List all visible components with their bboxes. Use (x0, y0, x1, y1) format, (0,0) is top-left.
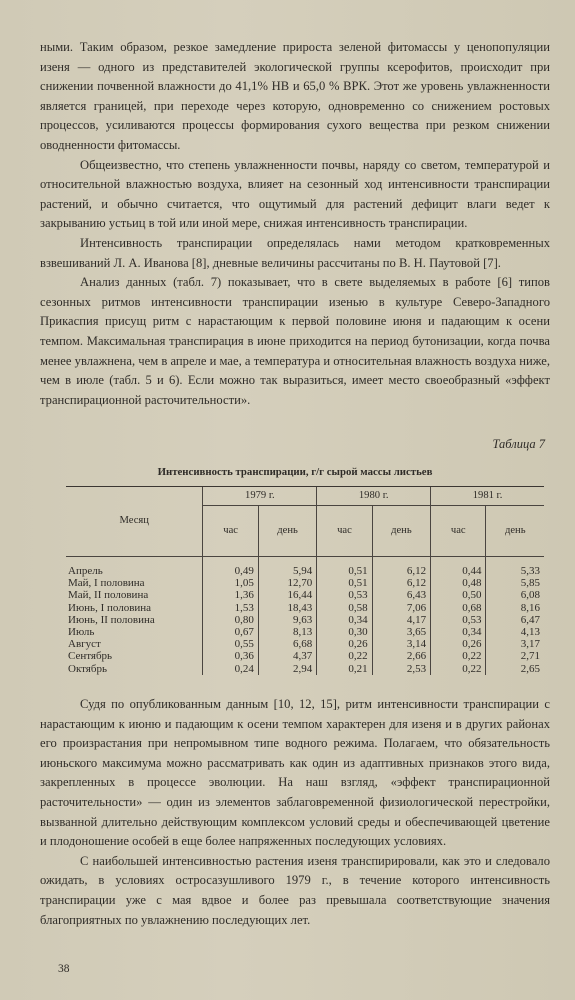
value-cell-day: 8,13 (258, 626, 316, 638)
value-cell-hour: 0,49 (203, 565, 258, 577)
paragraph: Общеизвестно, что степень увлажненности почвы, наряду со светом, температурой и относительной влажностью воздуха, влияет на сезонный ход интенсивности транспирации растений, и обычно считается, что ощутимый для растений дефицит влаги ведет к закрыванию устьиц в той или иной мере, снижая интенсивность транспирации. (40, 157, 550, 231)
value-cell-hour: 0,53 (317, 589, 372, 601)
column-header-hour: час (317, 506, 372, 557)
transpiration-table (66, 486, 544, 675)
paragraph: Анализ данных (табл. 7) показывает, что в свете выделяемых в работе [6] типов сезонных ритмов интенсивности транспирации изенью в культуре Северо-Западного Прикаспия присущ ритм с нарастающим к первой половине июня и падающим к осени темпом. Максимальная транспирация в июне приходится на период бутонизации, когда почва менее увлажнена, чем в апреле и мае, а температура и относительная влажность воздуха ниже, чем в июле (табл. 5 и 6). Если можно так выразиться, имеет место своеобразный «эффект транспирационной расточительности». (40, 275, 550, 407)
table-label: Таблица 7 (492, 437, 545, 451)
value-cell-day: 4,13 (486, 626, 544, 638)
month-cell: Август (68, 638, 101, 651)
paragraph: Судя по опубликованным данным [10, 12, 15], ритм интенсивности транспирации с нарастающим к июню и падающим к осени темпом характерен для изеня и в других районах его произрастания при непромывном типе водного режима. Полагаем, что обязательность июньского максимума можно рассматривать как один из адаптивных признаков этого вида, закрепленных в процессе эволюции. На наш взгляд, «эффект транспирационной расточительности» — один из элементов заблаговременной физиологической перестройки, вызванной длительно действующим комплексом условий среды и обеспечивающей цветение и плодоношение особей в еще более напряженных последующих условиях. (40, 697, 550, 849)
value-cell-hour: 0,24 (203, 663, 258, 675)
value-cell-day: 8,16 (486, 602, 544, 614)
table-row (66, 663, 544, 675)
value-cell-day: 3,65 (372, 626, 430, 638)
month-cell: Октябрь (68, 662, 107, 675)
value-cell-hour: 0,34 (431, 626, 486, 638)
value-cell-day: 4,17 (372, 614, 430, 626)
value-cell-hour: 0,21 (317, 663, 372, 675)
value-cell-day: 5,33 (486, 565, 544, 577)
value-cell-hour: 0,26 (317, 638, 372, 650)
value-cell-day: 2,94 (258, 663, 316, 675)
value-cell-day: 5,85 (486, 577, 544, 589)
column-header-day: день (258, 506, 316, 557)
table-row (66, 577, 544, 589)
value-cell-hour: 1,36 (203, 589, 258, 601)
column-header-year: 1979 г. (203, 487, 317, 506)
table-row (66, 565, 544, 577)
value-cell-day: 12,70 (258, 577, 316, 589)
column-header-hour: час (431, 506, 486, 557)
value-cell-hour: 0,80 (203, 614, 258, 626)
value-cell-hour: 0,48 (431, 577, 486, 589)
text-block-top (40, 38, 550, 410)
value-cell-day: 2,71 (486, 650, 544, 662)
value-cell-day: 3,14 (372, 638, 430, 650)
month-cell: Сентябрь (68, 650, 113, 663)
value-cell-hour: 0,30 (317, 626, 372, 638)
value-cell-hour: 0,51 (317, 577, 372, 589)
month-cell: Июль (68, 626, 95, 639)
value-cell-day: 7,06 (372, 602, 430, 614)
month-cell: Июнь, I половина (68, 601, 152, 614)
value-cell-hour: 0,50 (431, 589, 486, 601)
month-cell: Май, II половина (68, 589, 149, 602)
value-cell-day: 2,53 (372, 663, 430, 675)
value-cell-hour: 1,53 (203, 602, 258, 614)
value-cell-day: 2,66 (372, 650, 430, 662)
table-row (66, 626, 544, 638)
month-cell: Апрель (68, 565, 103, 577)
value-cell-day: 6,12 (372, 565, 430, 577)
value-cell-day: 18,43 (258, 602, 316, 614)
value-cell-hour: 0,68 (431, 602, 486, 614)
column-header-year: 1981 г. (431, 487, 544, 506)
paragraph: ными. Таким образом, резкое замедление прироста зеленой фитомассы у ценопопуляции изеня — одного из представителей экологической группы ксерофитов, происходит при снижении почвенной влажности до 41,1% НВ и 65,0 % ВРК. Этот же уровень увлажненности является границей, при переходе через которую, одновременно со снижением ростовых процессов, усиливаются процессы формирования сухого вещества при резком снижении оводненности фитомассы. (40, 40, 550, 152)
paragraph: С наибольшей интенсивностью растения изеня транспирировали, как это и следовало ожидать, в условиях остросазушливого 1979 г., в течение которого интенсивность транспирации уже с мая вдвое и более раз превышала соответствующие значения благоприятных по увлажнению последующих лет. (40, 853, 550, 927)
value-cell-day: 6,68 (258, 638, 316, 650)
value-cell-hour: 0,22 (431, 650, 486, 662)
value-cell-hour: 0,51 (317, 565, 372, 577)
table-title: Интенсивность транспирации, г/г сырой массы листьев (157, 466, 433, 478)
value-cell-hour: 0,22 (431, 663, 486, 675)
value-cell-day: 6,12 (372, 577, 430, 589)
value-cell-hour: 0,67 (203, 626, 258, 638)
paragraph: Интенсивность транспирации определялась нами методом кратковременных взвешиваний Л. А. Иванова [8], дневные величины рассчитаны по В. Н. Паутовой [7]. (40, 235, 550, 270)
column-header-year: 1980 г. (317, 487, 431, 506)
column-header-day: день (372, 506, 430, 557)
value-cell-day: 6,43 (372, 589, 430, 601)
month-cell: Май, I половина (68, 577, 145, 590)
value-cell-day: 6,08 (486, 589, 544, 601)
value-cell-day: 2,65 (486, 663, 544, 675)
column-header-day: день (486, 506, 544, 557)
text-block-bottom (40, 695, 550, 930)
value-cell-day: 5,94 (258, 565, 316, 577)
value-cell-hour: 0,26 (431, 638, 486, 650)
table-row (66, 614, 544, 626)
value-cell-hour: 0,22 (317, 650, 372, 662)
table-row (66, 650, 544, 662)
value-cell-hour: 0,36 (203, 650, 258, 662)
column-header-month: Месяц (66, 487, 203, 557)
value-cell-hour: 0,58 (317, 602, 372, 614)
column-header-hour: час (203, 506, 258, 557)
value-cell-hour: 0,55 (203, 638, 258, 650)
page-number: 38 (58, 963, 70, 975)
value-cell-hour: 0,44 (431, 565, 486, 577)
month-cell: Июнь, II половина (68, 613, 155, 626)
value-cell-day: 3,17 (486, 638, 544, 650)
table-row (66, 638, 544, 650)
value-cell-hour: 0,53 (431, 614, 486, 626)
value-cell-day: 16,44 (258, 589, 316, 601)
value-cell-day: 4,37 (258, 650, 316, 662)
value-cell-day: 9,63 (258, 614, 316, 626)
table-row (66, 589, 544, 601)
value-cell-hour: 1,05 (203, 577, 258, 589)
table-row (66, 602, 544, 614)
value-cell-day: 6,47 (486, 614, 544, 626)
value-cell-hour: 0,34 (317, 614, 372, 626)
